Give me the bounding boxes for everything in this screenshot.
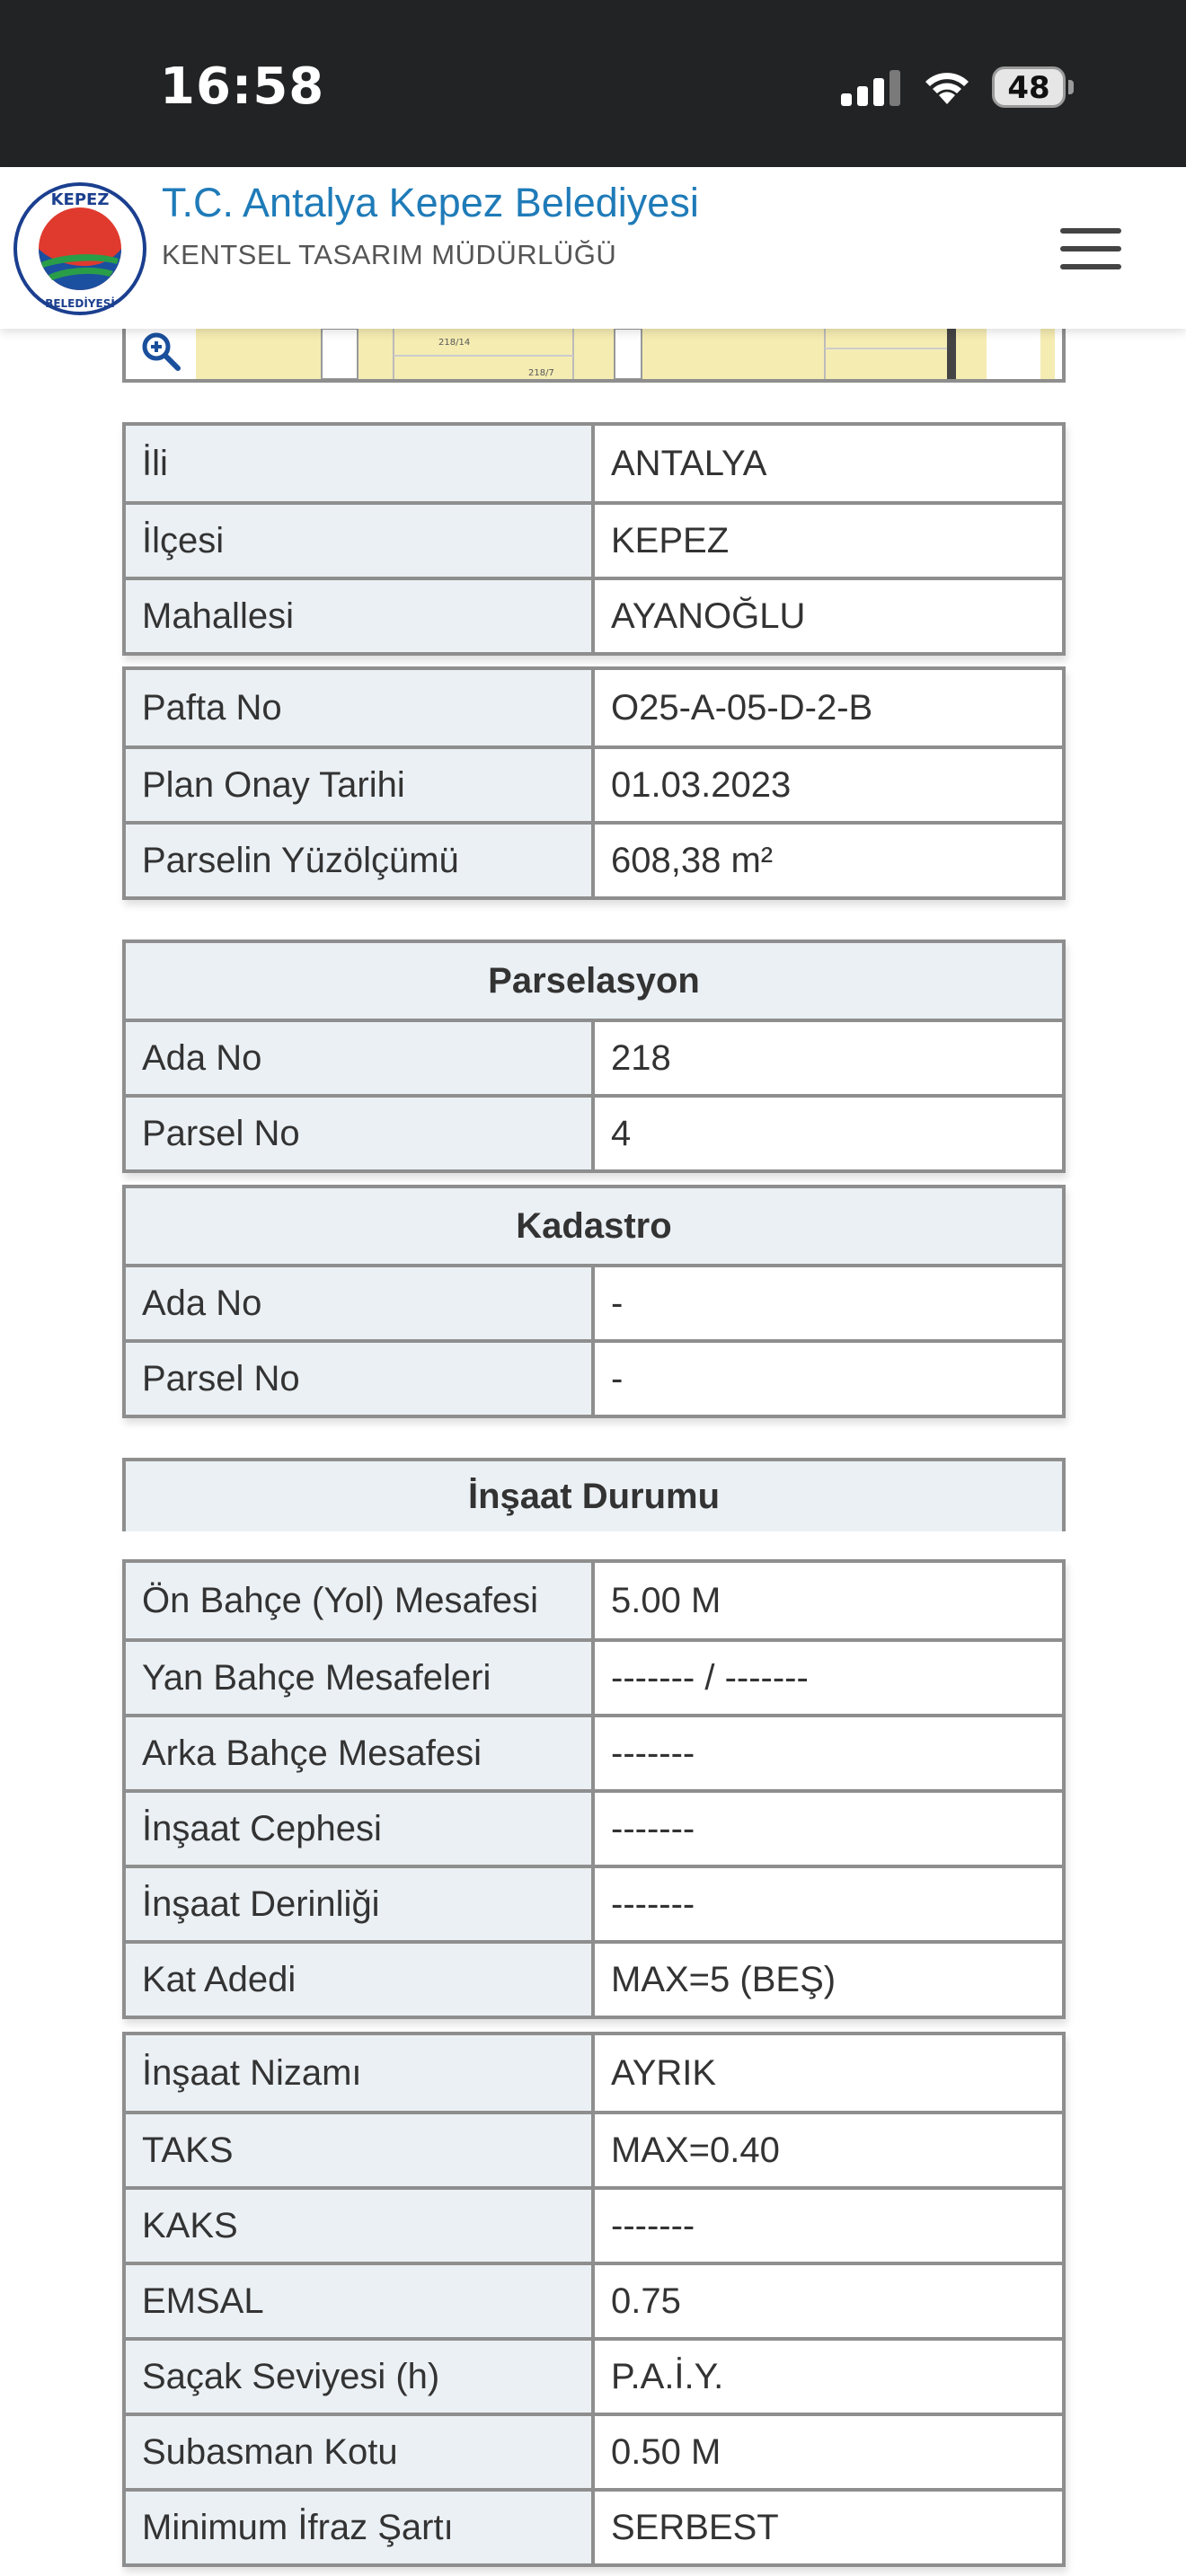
battery-level: 48 — [1007, 70, 1050, 106]
row-value: ANTALYA — [595, 426, 1062, 501]
row-label: EMSAL — [126, 2265, 591, 2337]
row-value: 0.75 — [595, 2265, 1062, 2337]
row-label: Ada No — [126, 1267, 591, 1339]
row-label: Mahallesi — [126, 580, 591, 652]
row-value: AYRIK — [595, 2035, 1062, 2111]
row-value: P.A.İ.Y. — [595, 2341, 1062, 2413]
row-label: Arka Bahçe Mesafesi — [126, 1717, 591, 1789]
row-label: İnşaat Derinliği — [126, 1868, 591, 1940]
row-label: Kat Adedi — [126, 1944, 591, 2016]
row-label: Plan Onay Tarihi — [126, 749, 591, 821]
row-label: Minimum İfraz Şartı — [126, 2492, 591, 2563]
table-row — [126, 2186, 1062, 2262]
table-row — [126, 501, 1062, 577]
row-label: Yan Bahçe Mesafeleri — [126, 1642, 591, 1714]
table-row — [126, 1865, 1062, 1940]
map-label-2: 218/7 — [528, 368, 554, 378]
parselasyon-table — [122, 940, 1066, 1173]
table-row — [126, 670, 1062, 745]
row-value: ------- — [595, 2190, 1062, 2262]
table-row — [126, 2413, 1062, 2488]
map-image — [196, 329, 1055, 379]
parselasyon-heading: Parselasyon — [126, 943, 1062, 1019]
table-row — [126, 821, 1062, 896]
row-value: 5.00 M — [595, 1563, 1062, 1638]
table-row — [126, 745, 1062, 821]
hamburger-menu-icon[interactable] — [1060, 228, 1123, 269]
row-label: Parsel No — [126, 1343, 591, 1415]
table-row — [126, 426, 1062, 501]
table-row — [126, 2488, 1062, 2563]
svg-text:BELEDİYESİ: BELEDİYESİ — [45, 297, 115, 310]
row-value: ------- / ------- — [595, 1642, 1062, 1714]
table-row — [126, 1563, 1062, 1638]
kepez-belediyesi-logo[interactable] — [13, 181, 147, 316]
location-table — [122, 422, 1066, 656]
row-label: Saçak Seviyesi (h) — [126, 2341, 591, 2413]
row-value: - — [595, 1267, 1062, 1339]
row-value: AYANOĞLU — [595, 580, 1062, 652]
table-row — [126, 2337, 1062, 2413]
cellular-signal-icon — [841, 68, 902, 106]
row-label: KAKS — [126, 2190, 591, 2262]
row-value: ------- — [595, 1793, 1062, 1865]
insaat-durumu-heading: İnşaat Durumu — [122, 1458, 1066, 1531]
row-label: Ada No — [126, 1022, 591, 1094]
table-row — [126, 2035, 1062, 2111]
kadastro-heading: Kadastro — [126, 1188, 1062, 1264]
map-label-1: 218/14 — [438, 338, 471, 348]
yapilasma-table — [122, 2032, 1066, 2567]
row-value: 4 — [595, 1098, 1062, 1169]
row-label: Subasman Kotu — [126, 2416, 591, 2488]
table-row — [126, 577, 1062, 652]
table-row — [126, 1714, 1062, 1789]
row-label: Parsel No — [126, 1098, 591, 1169]
row-label: İli — [126, 426, 591, 501]
kadastro-table — [122, 1185, 1066, 1418]
battery-icon — [992, 66, 1073, 108]
svg-text:KEPEZ: KEPEZ — [50, 190, 110, 209]
row-value: O25-A-05-D-2-B — [595, 670, 1062, 745]
row-value: ------- — [595, 1717, 1062, 1789]
row-value: MAX=0.40 — [595, 2114, 1062, 2186]
wifi-icon — [920, 63, 974, 106]
row-label: İnşaat Cephesi — [126, 1793, 591, 1865]
row-label: Ön Bahçe (Yol) Mesafesi — [126, 1563, 591, 1638]
insaat-durumu-table — [122, 1559, 1066, 2019]
table-row — [126, 1638, 1062, 1714]
site-subtitle: KENTSEL TASARIM MÜDÜRLÜĞÜ — [162, 239, 617, 270]
row-label: TAKS — [126, 2114, 591, 2186]
row-value: ------- — [595, 1868, 1062, 1940]
row-label: Parselin Yüzölçümü — [126, 825, 591, 896]
plan-table — [122, 666, 1066, 900]
zoom-in-icon[interactable] — [138, 329, 183, 374]
row-value: 01.03.2023 — [595, 749, 1062, 821]
table-row — [126, 2111, 1062, 2186]
row-value: KEPEZ — [595, 505, 1062, 577]
row-value: 218 — [595, 1022, 1062, 1094]
table-row — [126, 1789, 1062, 1865]
site-header — [0, 167, 1186, 329]
row-value: MAX=5 (BEŞ) — [595, 1944, 1062, 2016]
site-title[interactable]: T.C. Antalya Kepez Belediyesi — [162, 180, 699, 225]
row-value: 608,38 m² — [595, 825, 1062, 896]
table-row — [126, 1019, 1062, 1094]
table-row — [126, 1339, 1062, 1415]
table-row — [126, 1264, 1062, 1339]
map-preview[interactable] — [122, 329, 1066, 383]
row-value: SERBEST — [595, 2492, 1062, 2563]
status-bar — [0, 0, 1186, 167]
row-label: İlçesi — [126, 505, 591, 577]
table-row — [126, 1094, 1062, 1169]
table-row — [126, 2262, 1062, 2337]
row-label: İnşaat Nizamı — [126, 2035, 591, 2111]
row-label: Pafta No — [126, 670, 591, 745]
status-time: 16:58 — [160, 57, 325, 116]
row-value: 0.50 M — [595, 2416, 1062, 2488]
row-value: - — [595, 1343, 1062, 1415]
table-row — [126, 1940, 1062, 2016]
